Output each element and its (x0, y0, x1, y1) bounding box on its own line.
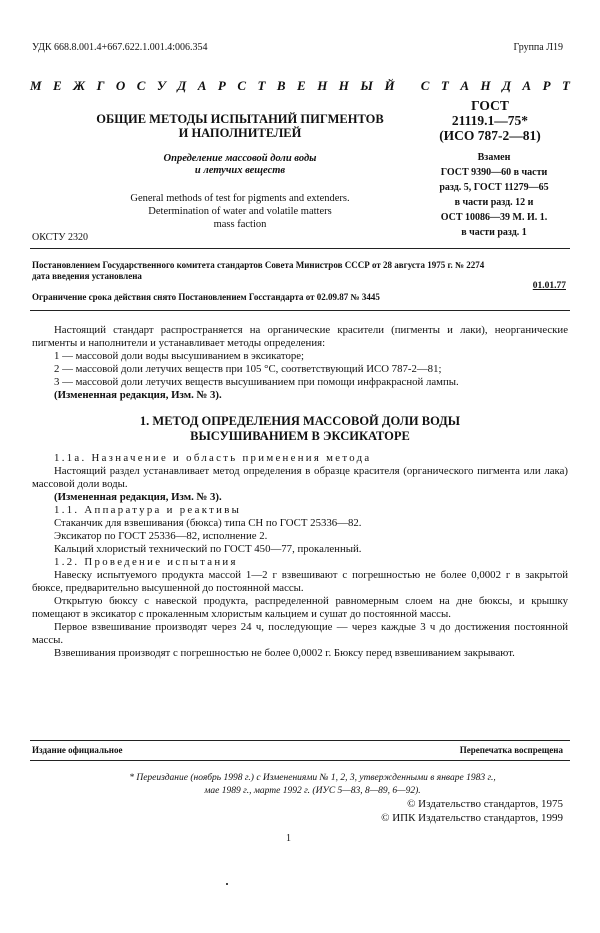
banner-letter: С (237, 78, 247, 93)
intro-paragraph: Настоящий стандарт распространяется на органические красители (пигменты и лаки), неорганические пигменты и наполнители и устанавливает методы определения: (32, 324, 568, 349)
apparatus-item-3: Кальций хлористый технический по ГОСТ 450—77, прокаленный. (54, 543, 362, 555)
replace-line-1: ГОСТ 9390—60 в части (440, 167, 548, 178)
english-title (90, 192, 390, 231)
page-number: 1 (286, 833, 291, 844)
method-item-3: 3 — массовой доли летучих веществ высушиванием при помощи инфракрасной лампы. (54, 376, 459, 388)
introduction-date: 01.01.77 (532, 281, 566, 291)
clause-1-1a-heading: 1.1а. Назначение и область применения метода (54, 452, 372, 464)
banner-letter: Й (384, 78, 395, 93)
banner-letter: С (136, 78, 146, 93)
decree-line-1: Постановлением Государственного комитета стандартов Совета Министров СССР от 28 августа 1975 г. № 2274 (32, 260, 485, 270)
banner-letter: У (156, 78, 166, 93)
replace-line-4: ОСТ 10086—39 М. И. 1. (440, 212, 548, 223)
title-line-1: ОБЩИЕ МЕТОДЫ ИСПЫТАНИЙ ПИГМЕНТОВ (96, 112, 384, 126)
replace-line-3: в части разд. 12 и (454, 197, 534, 208)
document-body (32, 324, 568, 660)
section-1-title-line-2: ВЫСУШИВАНИЕМ В ЭКСИКАТОРЕ (190, 429, 410, 443)
replace-line-2: разд. 5, ГОСТ 11279—65 (439, 182, 549, 193)
header-divider (30, 248, 570, 249)
banner-letter: Т (257, 78, 266, 93)
reissue-note (75, 772, 550, 798)
banner-letter: О (115, 78, 126, 93)
banner-letter: М (30, 78, 42, 93)
replace-label: Взамен (477, 152, 511, 163)
okstu-code: ОКСТУ 2320 (32, 232, 89, 243)
edit-note: (Измененная редакция, Изм. № 3). (54, 389, 222, 401)
banner-letter: Ы (360, 78, 373, 93)
banner-letter: С (420, 78, 430, 93)
replace-line-5: в части разд. 1 (461, 227, 527, 238)
method-item-1: 1 — массовой доли воды высушиванием в эксикаторе; (54, 350, 305, 362)
procedure-paragraph-4: Взвешивания производят с погрешностью не более 0,0002 г. Бюксу перед взвешиванием закрывают. (54, 647, 515, 659)
banner-letter: Д (177, 78, 187, 93)
section-1-title-line-1: 1. МЕТОД ОПРЕДЕЛЕНИЯ МАССОВОЙ ДОЛИ ВОДЫ (139, 414, 461, 428)
decree-text (32, 260, 568, 282)
replaces-block (420, 150, 568, 240)
banner-letter: А (197, 78, 207, 93)
banner-letter: Р (217, 78, 226, 93)
clause-1-1a-text: Настоящий раздел устанавливает метод определения в образце красителя (органического пигмента или лака) массовой доли воды. (32, 465, 568, 490)
group-code: Группа Л19 (513, 42, 563, 53)
procedure-paragraph-1: Навеску испытуемого продукта массой 1—2 г взвешивают с погрешностью не более 0,0002 г в закрытой бюксе, предварительно высушенной до постоянной массы. (32, 569, 568, 594)
copyright-1999: © ИПК Издательство стандартов, 1999 (381, 812, 563, 824)
banner-letter: Е (297, 78, 306, 93)
reissue-line-1: * Переиздание (ноябрь 1998 г.) с Изменениями № 1, 2, 3, утвержденными в январе 1983 г., (129, 773, 496, 783)
banner-letter: Н (338, 78, 349, 93)
banner-letter: Г (96, 78, 105, 93)
banner-letter: Ж (73, 78, 86, 93)
banner-letter: Т (561, 78, 570, 93)
procedure-paragraph-3: Первое взвешивание производят через 24 ч, последующие — через каждые 3 ч до достижения постоянной массы. (32, 621, 568, 646)
footer-divider-2 (30, 760, 570, 761)
standard-title (90, 112, 390, 140)
banner-letter: Т (440, 78, 449, 93)
banner-letter: Д (502, 78, 511, 93)
title-line-2: И НАПОЛНИТЕЛЕЙ (178, 126, 302, 140)
footer-divider (30, 740, 570, 741)
standard-subtitle (90, 153, 390, 177)
banner-letter: А (522, 78, 532, 93)
method-item-2: 2 — массовой доли летучих веществ при 105 °С, соответствующий ИСО 787-2—81; (54, 363, 442, 375)
decree-line-2: дата введения установлена (32, 271, 142, 281)
scan-speck (226, 883, 228, 885)
section-1-title (32, 414, 568, 444)
gost-number: 21119.1—75* (451, 113, 529, 128)
apparatus-item-2: Эксикатор по ГОСТ 25336—82, исполнение 2. (54, 530, 268, 542)
english-title-line-2: Determination of water and volatile matters (148, 206, 332, 217)
banner-letter: Н (317, 78, 328, 93)
english-title-line-1: General methods of test for pigments and extenders. (130, 193, 350, 204)
reissue-line-2: мае 1989 г., марте 1992 г. (ИУС 5—83, 8—89, 6—92). (204, 786, 421, 796)
clause-1-1-heading: 1.1. Аппаратура и реактивы (54, 504, 242, 516)
copyright-1975: © Издательство стандартов, 1975 (407, 798, 563, 810)
banner-letter: Н (480, 78, 491, 93)
decree-divider (30, 310, 570, 311)
apparatus-item-1: Стаканчик для взвешивания (бюкса) типа СН по ГОСТ 25336—82. (54, 517, 362, 529)
gost-number-block (420, 98, 560, 143)
limit-removed-text: Ограничение срока действия снято Постановлением Госстандарта от 02.09.87 № 3445 (32, 292, 380, 302)
udk-code: УДК 668.8.001.4+667.622.1.001.4:006.354 (32, 42, 208, 53)
subtitle-line-1: Определение массовой доли воды (163, 153, 317, 164)
gost-label: ГОСТ (471, 98, 509, 113)
clause-1-1a-edit-note: (Измененная редакция, Изм. № 3). (54, 491, 222, 503)
procedure-paragraph-2: Открытую бюксу с навеской продукта, распределенной равномерным слоем на дне бюксы, и крышку помещают в эксикатор с прокаленным хлористым кальцием и сушат до постоянной массы. (32, 595, 568, 620)
iso-number: (ИСО 787-2—81) (439, 128, 541, 143)
reprint-prohibited-label: Перепечатка воспрещена (459, 745, 563, 755)
official-edition-label: Издание официальное (32, 745, 123, 755)
interstate-standard-banner (30, 78, 570, 94)
clause-1-2-heading: 1.2. Проведение испытания (54, 556, 238, 568)
banner-letter: Е (53, 78, 62, 93)
banner-letter: В (276, 78, 286, 93)
english-title-line-3: mass faction (213, 219, 267, 230)
subtitle-line-2: и летучих веществ (194, 165, 286, 176)
banner-letter: Р (542, 78, 551, 93)
banner-gap (406, 78, 409, 94)
banner-letter: А (460, 78, 469, 93)
